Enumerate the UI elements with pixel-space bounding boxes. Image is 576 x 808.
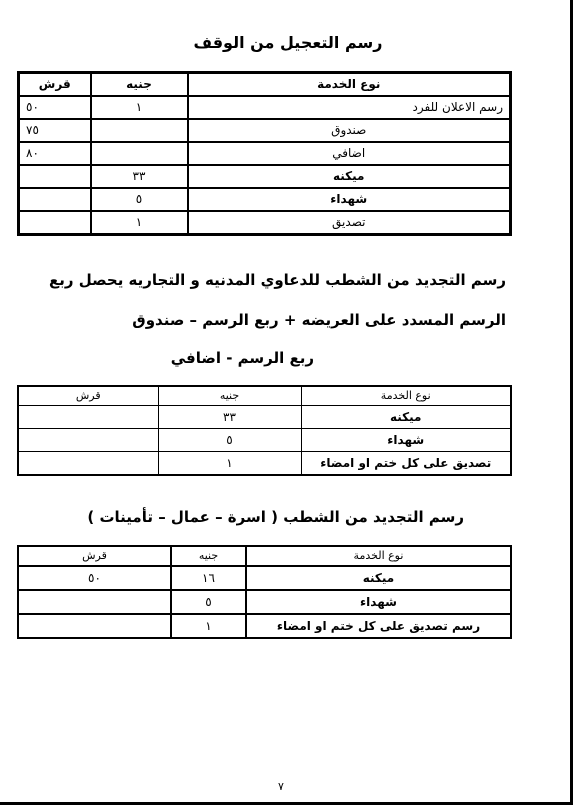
section2-line-1: رسم التجديد من الشطب للدعاوي المدنيه و التجاريه يحصل ربع <box>48 271 506 289</box>
cell-pound: ١ <box>91 96 188 119</box>
cell-service: ميكنه <box>301 406 511 429</box>
cell-pound: ٥ <box>91 188 188 211</box>
cell-pound: ١ <box>171 614 246 638</box>
table-row <box>19 96 511 119</box>
cell-piaster <box>18 429 158 452</box>
cell-piaster: ٥٠ <box>19 96 91 119</box>
cell-pound: ٥ <box>158 429 301 452</box>
table-row <box>19 119 511 142</box>
cell-pound: ٥ <box>171 590 246 614</box>
cell-service: صندوق <box>188 119 511 142</box>
section2-line-2: الرسم المسدد على العريضه + ربع الرسم – صندوق <box>132 311 506 329</box>
cell-service: اضافي <box>188 142 511 165</box>
cell-service: ميكنه <box>188 165 511 188</box>
cell-service: رسم تصديق على كل ختم او امضاء <box>246 614 511 638</box>
cell-service: رسم الاعلان للفرد <box>188 96 511 119</box>
cell-service: شهداء <box>188 188 511 211</box>
fee-table-3 <box>17 545 512 639</box>
cell-service: ميكنه <box>246 566 511 590</box>
cell-service: شهداء <box>246 590 511 614</box>
table-header-row <box>18 386 511 406</box>
header-pound: جنيه <box>91 73 188 97</box>
cell-piaster <box>18 452 158 476</box>
table-row <box>19 188 511 211</box>
table-row <box>18 566 511 590</box>
cell-pound: ١٦ <box>171 566 246 590</box>
cell-pound <box>91 119 188 142</box>
cell-service: تصديق <box>188 211 511 235</box>
header-piaster: قرش <box>18 386 158 406</box>
table-row <box>18 429 511 452</box>
cell-pound: ١ <box>158 452 301 476</box>
table-header-row <box>19 73 511 97</box>
header-piaster: قرش <box>18 546 171 566</box>
cell-piaster <box>19 165 91 188</box>
cell-pound: ١ <box>91 211 188 235</box>
cell-service: تصديق على كل ختم او امضاء <box>301 452 511 476</box>
cell-pound <box>91 142 188 165</box>
fee-table-1 <box>17 71 512 236</box>
cell-piaster: ٨٠ <box>19 142 91 165</box>
cell-piaster <box>18 406 158 429</box>
fee-table-2 <box>17 385 512 476</box>
header-service: نوع الخدمة <box>301 386 511 406</box>
cell-service: شهداء <box>301 429 511 452</box>
table-row <box>18 614 511 638</box>
header-service: نوع الخدمة <box>246 546 511 566</box>
section3-title: رسم التجديد من الشطب ( اسرة – عمال – تأمينات ) <box>87 508 464 526</box>
cell-piaster <box>18 590 171 614</box>
table-row <box>19 165 511 188</box>
cell-piaster <box>19 188 91 211</box>
cell-pound: ٣٣ <box>91 165 188 188</box>
cell-piaster: ٥٠ <box>18 566 171 590</box>
cell-piaster <box>19 211 91 235</box>
table-header-row <box>18 546 511 566</box>
header-pound: جنيه <box>158 386 301 406</box>
table-row <box>18 590 511 614</box>
cell-pound: ٣٣ <box>158 406 301 429</box>
table-row <box>19 211 511 235</box>
table-row <box>19 142 511 165</box>
page-number: ٧ <box>278 780 284 793</box>
cell-piaster: ٧٥ <box>19 119 91 142</box>
header-piaster: قرش <box>19 73 91 97</box>
section2-line-3: ربع الرسم - اضافي <box>170 349 314 367</box>
table-row <box>18 452 511 476</box>
header-service: نوع الخدمة <box>188 73 511 97</box>
section1-title: رسم التعجيل من الوقف <box>193 33 383 52</box>
table-row <box>18 406 511 429</box>
cell-piaster <box>18 614 171 638</box>
header-pound: جنيه <box>171 546 246 566</box>
